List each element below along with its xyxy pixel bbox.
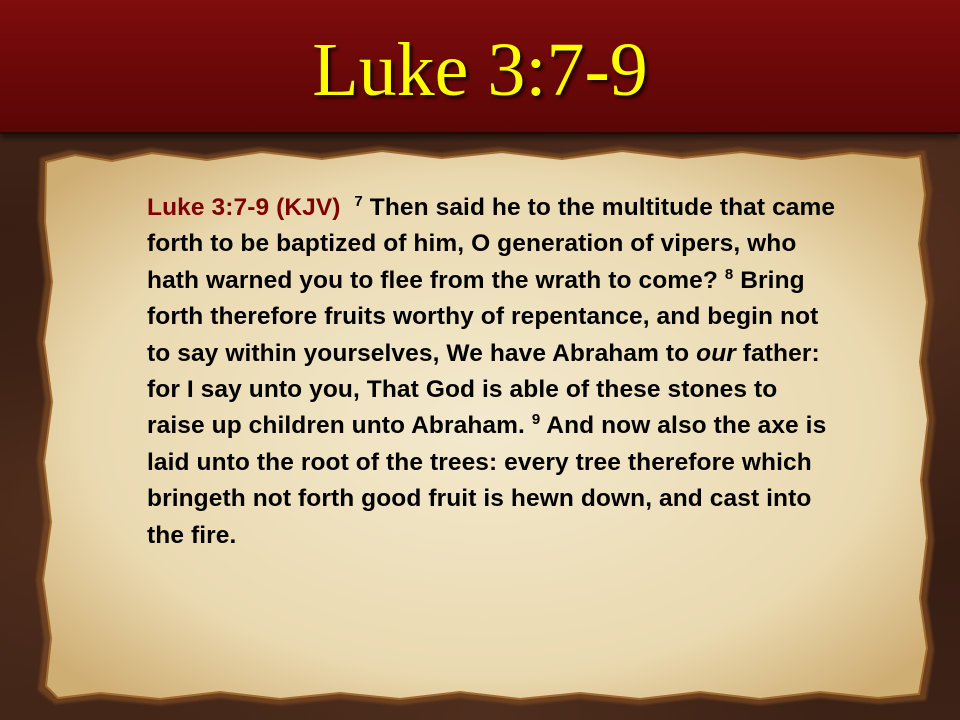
scripture-passage xyxy=(147,190,837,554)
verse-text-7: Then said he to the multitude that came forth to be baptized of him, O generation of vipers, who hath warned you to flee from the wrath to come? xyxy=(147,194,836,294)
scripture-reference: Luke 3:7-9 (KJV) xyxy=(147,194,341,221)
verse-number-8: 8 xyxy=(724,265,734,283)
verse-text-8-italic: our xyxy=(696,339,736,367)
verse-text-9: And now also the axe is laid unto the root of the trees: every tree therefore which bringeth not forth good fruit is hewn down, and cast into the fire. xyxy=(147,412,827,549)
verse-number-9: 9 xyxy=(531,411,541,429)
slide-title: Luke 3:7-9 xyxy=(312,28,648,112)
verse-number-7: 7 xyxy=(354,193,363,210)
title-bar xyxy=(0,0,960,134)
verse-text-8-part-2: father: for I say unto you, That God is able of these stones to raise up children unto Abraham. xyxy=(147,339,820,440)
verse-text-8-part-1: Bring forth therefore fruits worthy of repentance, and begin not to say within yourselves, We have Abraham to xyxy=(147,266,819,367)
